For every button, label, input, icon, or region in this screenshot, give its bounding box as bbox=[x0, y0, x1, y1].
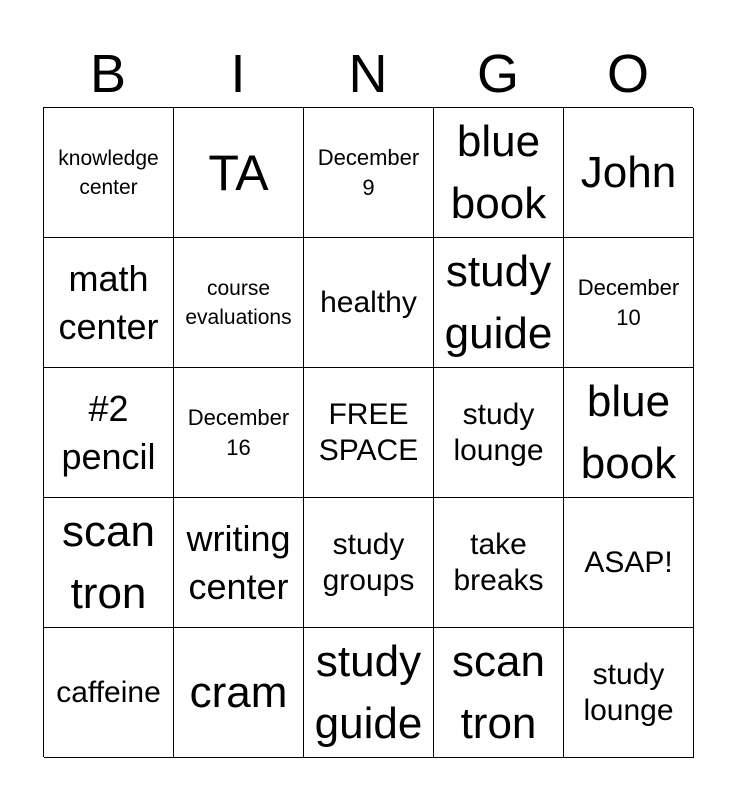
bingo-cell-r2-c3[interactable] bbox=[434, 368, 564, 498]
bingo-cell-r1-c4[interactable] bbox=[564, 238, 694, 368]
cell-text: knowledge center bbox=[58, 146, 159, 199]
cell-text: December 9 bbox=[317, 144, 420, 200]
cell-text: take breaks bbox=[453, 527, 544, 597]
cell-text: caffeine bbox=[56, 675, 161, 709]
header-letter-o: O bbox=[606, 44, 649, 104]
bingo-cell-r0-c0[interactable] bbox=[44, 108, 174, 238]
cell-text: study lounge bbox=[583, 657, 674, 727]
cell-text: healthy bbox=[320, 285, 417, 319]
bingo-cell-r0-c3[interactable] bbox=[434, 108, 564, 238]
bingo-cell-r1-c3[interactable] bbox=[434, 238, 564, 368]
header-letter-i: I bbox=[230, 44, 246, 104]
cell-text: blue book bbox=[580, 376, 677, 488]
bingo-cell-r2-c1[interactable] bbox=[174, 368, 304, 498]
bingo-cell-r4-c1[interactable] bbox=[174, 628, 304, 758]
cell-text: math center bbox=[58, 257, 159, 347]
cell-text: scan tron bbox=[452, 636, 545, 748]
cell-text: TA bbox=[208, 144, 269, 201]
bingo-cell-r4-c3[interactable] bbox=[434, 628, 564, 758]
bingo-cell-r1-c2[interactable] bbox=[304, 238, 434, 368]
cell-text: John bbox=[580, 147, 677, 197]
cell-text: course evaluations bbox=[185, 276, 292, 329]
bingo-cell-r0-c4[interactable] bbox=[564, 108, 694, 238]
bingo-cell-r1-c1[interactable] bbox=[174, 238, 304, 368]
bingo-cell-r3-c0[interactable] bbox=[44, 498, 174, 628]
bingo-cell-r4-c0[interactable] bbox=[44, 628, 174, 758]
cell-text: cram bbox=[189, 667, 288, 717]
cell-text: FREE SPACE bbox=[318, 397, 419, 467]
bingo-cell-r0-c2[interactable] bbox=[304, 108, 434, 238]
bingo-cell-r1-c0[interactable] bbox=[44, 238, 174, 368]
cell-text: writing center bbox=[186, 517, 291, 607]
header-letter-g: G bbox=[476, 44, 519, 104]
bingo-cell-r2-c0[interactable] bbox=[44, 368, 174, 498]
cell-text: ASAP! bbox=[584, 545, 673, 579]
bingo-cell-r4-c4[interactable] bbox=[564, 628, 694, 758]
header-letter-b: B bbox=[89, 44, 127, 104]
cell-text: study lounge bbox=[453, 397, 544, 467]
cell-text: study guide bbox=[314, 636, 423, 748]
bingo-cell-r3-c3[interactable] bbox=[434, 498, 564, 628]
bingo-cell-r0-c1[interactable] bbox=[174, 108, 304, 238]
cell-text: study groups bbox=[322, 527, 415, 597]
cell-text: December 16 bbox=[187, 404, 290, 460]
bingo-cell-r4-c2[interactable] bbox=[304, 628, 434, 758]
cell-text: blue book bbox=[450, 116, 547, 228]
bingo-cell-r3-c4[interactable] bbox=[564, 498, 694, 628]
cell-text: study guide bbox=[444, 246, 553, 358]
header-letter-n: N bbox=[348, 44, 388, 104]
bingo-cell-r3-c2[interactable] bbox=[304, 498, 434, 628]
bingo-cell-r2-c2[interactable] bbox=[304, 368, 434, 498]
bingo-cell-r3-c1[interactable] bbox=[174, 498, 304, 628]
bingo-cell-r2-c4[interactable] bbox=[564, 368, 694, 498]
bingo-board bbox=[43, 107, 693, 757]
bingo-header bbox=[43, 40, 693, 108]
cell-text: December 10 bbox=[577, 274, 680, 330]
cell-text: #2 pencil bbox=[61, 387, 156, 477]
cell-text: scan tron bbox=[62, 506, 155, 618]
